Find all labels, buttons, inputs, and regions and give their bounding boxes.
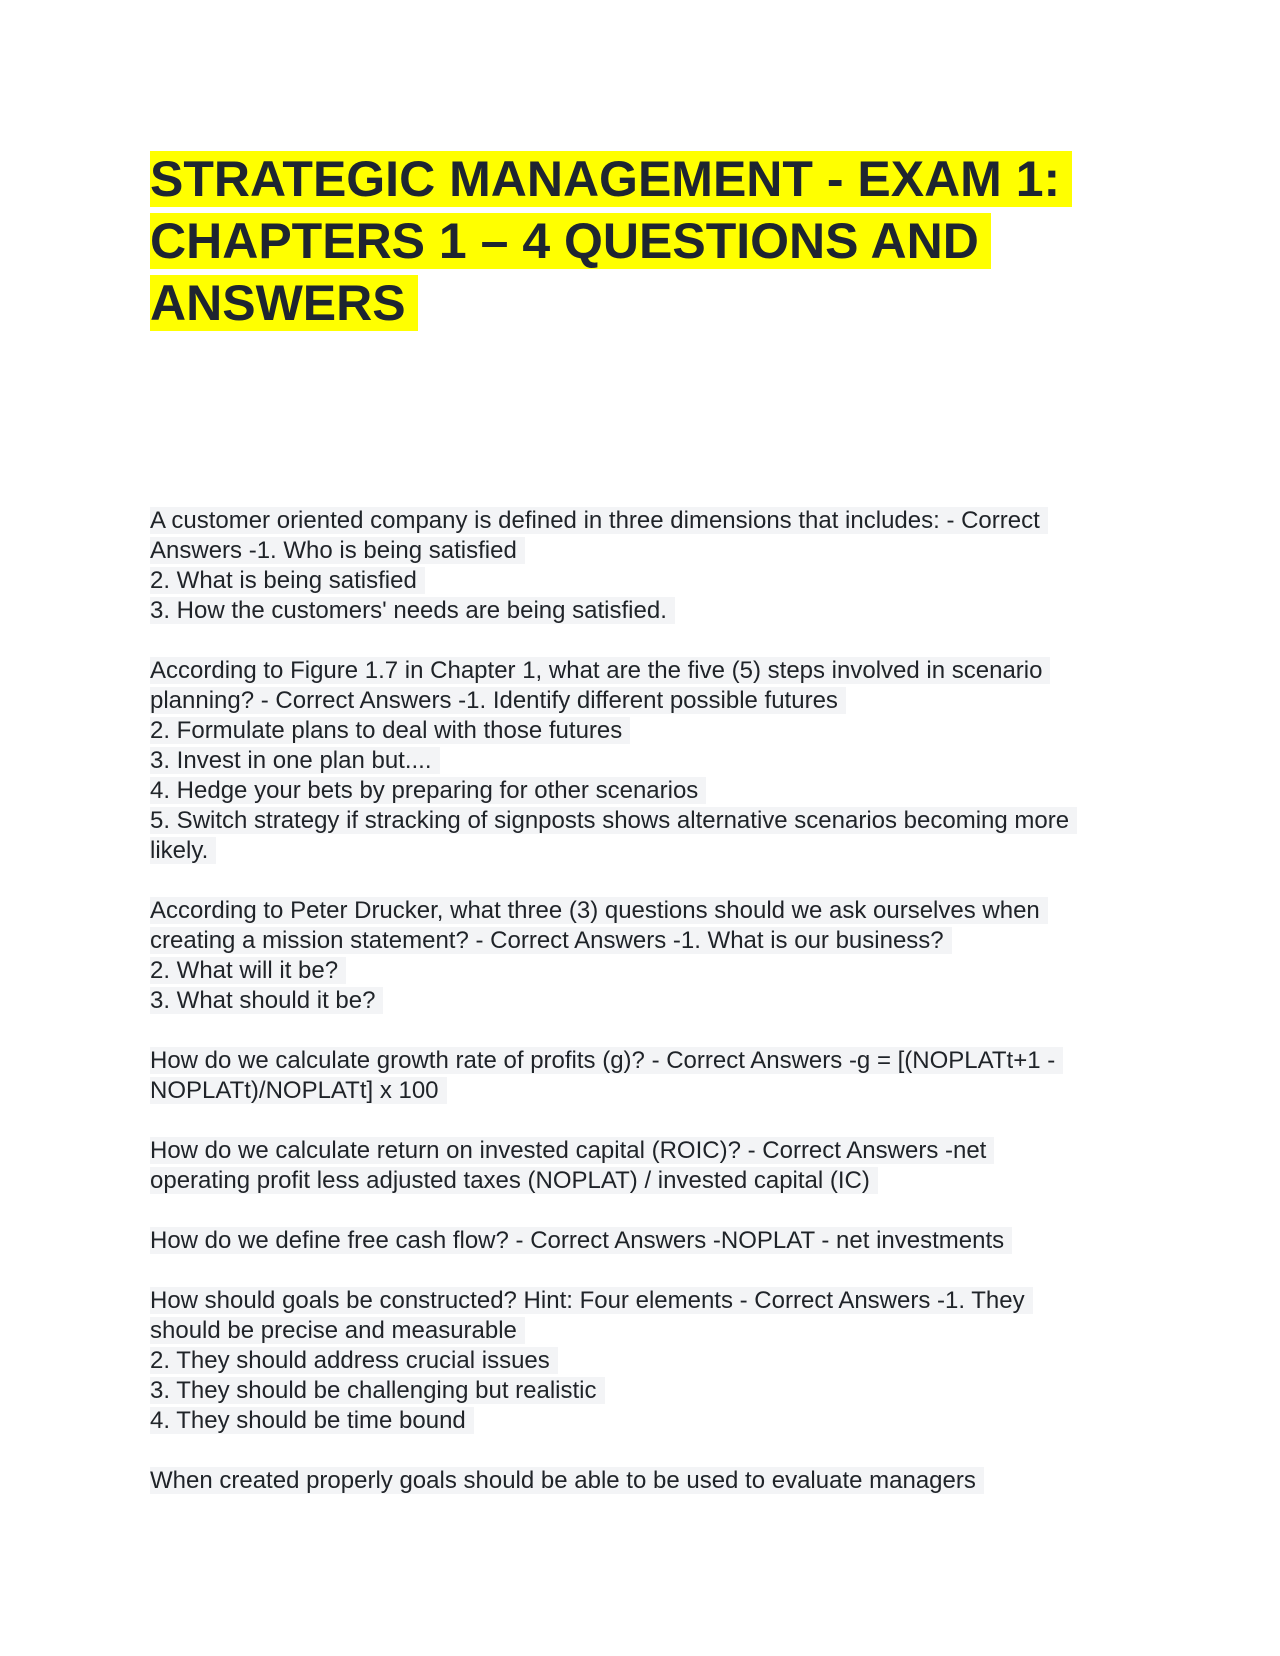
title-line xyxy=(150,148,1140,210)
qa-block xyxy=(150,656,1140,866)
qa-line-text: 3. What should it be? xyxy=(150,987,383,1014)
qa-block xyxy=(150,1466,1140,1496)
qa-line xyxy=(150,926,1140,956)
document-title xyxy=(150,148,1140,334)
qa-line xyxy=(150,1166,1140,1196)
qa-line xyxy=(150,1346,1140,1376)
qa-line-text: 3. How the customers' needs are being satisfied. xyxy=(150,597,675,624)
qa-line xyxy=(150,1046,1140,1076)
qa-line-text: How should goals be constructed? Hint: Four elements - Correct Answers -1. They xyxy=(150,1287,1033,1314)
qa-line xyxy=(150,506,1140,536)
qa-line-text: According to Peter Drucker, what three (3) questions should we ask ourselves when xyxy=(150,897,1048,924)
qa-line-text: 3. Invest in one plan but.... xyxy=(150,747,440,774)
qa-block xyxy=(150,1136,1140,1196)
qa-line-text: 4. They should be time bound xyxy=(150,1407,474,1434)
title-line xyxy=(150,210,1140,272)
qa-line xyxy=(150,986,1140,1016)
qa-line xyxy=(150,596,1140,626)
qa-line xyxy=(150,1466,1140,1496)
qa-block xyxy=(150,1226,1140,1256)
qa-line xyxy=(150,1376,1140,1406)
qa-block xyxy=(150,506,1140,626)
qa-line-text: 2. What will it be? xyxy=(150,957,346,984)
qa-list xyxy=(150,506,1140,1526)
qa-line xyxy=(150,836,1140,866)
qa-line-text: According to Figure 1.7 in Chapter 1, what are the five (5) steps involved in scenario xyxy=(150,657,1050,684)
qa-line-text: When created properly goals should be able to be used to evaluate managers xyxy=(150,1467,984,1494)
qa-line-text: 2. What is being satisfied xyxy=(150,567,425,594)
qa-line xyxy=(150,1076,1140,1106)
qa-line-text: NOPLATt)/NOPLATt] x 100 xyxy=(150,1077,447,1104)
qa-line xyxy=(150,536,1140,566)
qa-line-text: 2. They should address crucial issues xyxy=(150,1347,558,1374)
qa-line xyxy=(150,1316,1140,1346)
qa-line xyxy=(150,1136,1140,1166)
qa-line-text: Answers -1. Who is being satisfied xyxy=(150,537,525,564)
qa-line-text: How do we calculate growth rate of profits (g)? - Correct Answers -g = [(NOPLATt+1 - xyxy=(150,1047,1063,1074)
qa-line-text: planning? - Correct Answers -1. Identify different possible futures xyxy=(150,687,846,714)
qa-line-text: How do we calculate return on invested capital (ROIC)? - Correct Answers -net xyxy=(150,1137,994,1164)
qa-line-text: A customer oriented company is defined in three dimensions that includes: - Correct xyxy=(150,507,1048,534)
title-highlight: CHAPTERS 1 – 4 QUESTIONS AND xyxy=(150,213,991,269)
qa-block xyxy=(150,1046,1140,1106)
qa-block xyxy=(150,1286,1140,1436)
qa-line-text: should be precise and measurable xyxy=(150,1317,525,1344)
qa-line xyxy=(150,686,1140,716)
qa-line xyxy=(150,956,1140,986)
qa-line-text: 2. Formulate plans to deal with those futures xyxy=(150,717,630,744)
document-page xyxy=(150,148,1140,1494)
qa-line xyxy=(150,566,1140,596)
qa-line xyxy=(150,806,1140,836)
qa-line xyxy=(150,1286,1140,1316)
title-line xyxy=(150,272,1140,334)
qa-block xyxy=(150,896,1140,1016)
qa-line xyxy=(150,716,1140,746)
qa-line xyxy=(150,746,1140,776)
qa-line-text: How do we define free cash flow? - Correct Answers -NOPLAT - net investments xyxy=(150,1227,1012,1254)
qa-line-text: 3. They should be challenging but realistic xyxy=(150,1377,605,1404)
qa-line-text: operating profit less adjusted taxes (NOPLAT) / invested capital (IC) xyxy=(150,1167,878,1194)
qa-line xyxy=(150,1226,1140,1256)
qa-line-text: likely. xyxy=(150,837,216,864)
qa-line-text: 4. Hedge your bets by preparing for other scenarios xyxy=(150,777,706,804)
qa-line xyxy=(150,1406,1140,1436)
qa-line xyxy=(150,896,1140,926)
qa-line xyxy=(150,776,1140,806)
qa-line-text: 5. Switch strategy if stracking of signposts shows alternative scenarios becoming more xyxy=(150,807,1077,834)
qa-line xyxy=(150,656,1140,686)
qa-line-text: creating a mission statement? - Correct Answers -1. What is our business? xyxy=(150,927,952,954)
title-highlight: ANSWERS xyxy=(150,275,418,331)
title-highlight: STRATEGIC MANAGEMENT - EXAM 1: xyxy=(150,151,1072,207)
